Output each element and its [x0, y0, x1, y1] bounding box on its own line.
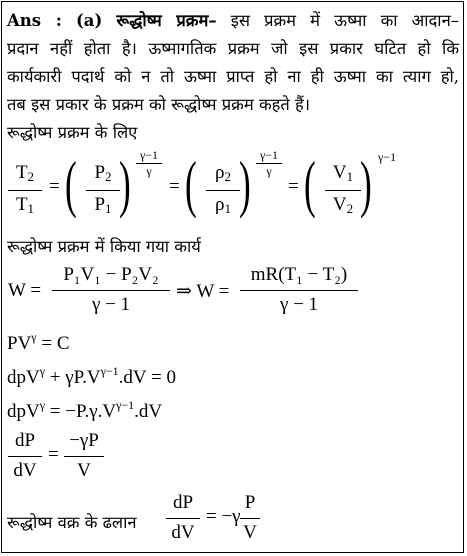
implies-w: ⇒ W = [176, 281, 230, 302]
work-w: W = [8, 280, 42, 301]
v2: V [332, 194, 347, 215]
rho2: ρ [215, 162, 225, 183]
exponent-1-num: γ−1 [139, 148, 159, 162]
term-title: रूद्धोष्म प्रक्रम– [116, 11, 217, 30]
work-denominator-1: γ − 1 [91, 294, 131, 315]
v1: V [332, 162, 347, 183]
work-numerator-2: mR(T₁ − T₂) [250, 264, 348, 285]
exponent-3: γ−1 [378, 150, 397, 164]
slope-rhs-prefix: = −γ [206, 506, 241, 527]
paragraph-line-3: कार्यकारी पदार्थ को न तो ऊष्मा प्राप्त हो ना ही ऊष्मा का त्याग हो, [7, 67, 459, 86]
equation-temperature-pressure: $T_2$ $T_1$ = ( $P_2$ $P_1$ ) γ−1 γ = ( $\rho_2$ $\rho_1$ ) γ−1 γ = ( $V_1$ $V_2$ ) γ−1 [0, 148, 467, 234]
derivation-line-3: $dpV^\gamma = -P.\gamma.V^{\gamma-1}.dV$ [7, 398, 163, 422]
p2: P [94, 162, 106, 183]
slope-num: dP [172, 492, 194, 513]
ans-label: Ans : [7, 11, 62, 30]
slope-label: रूद्धोष्म वक्र के ढलान [7, 513, 137, 532]
exponent-2-num: γ−1 [259, 148, 279, 162]
work-numerator-1: P₁V₁ − P₂V₂ [63, 264, 159, 285]
derivation-line-2: $dpV^\gamma + \gamma P.V^{\gamma-1}.dV = 0$ [7, 364, 177, 388]
slope-line [0, 490, 467, 550]
slope-rhs-num: P [244, 492, 256, 513]
paragraph-line-2: प्रदान नहीं होता है। ऊष्मागतिक प्रक्रम जो इस प्रकार घटित हो कि [7, 39, 459, 58]
paragraph-line-4: तब इस प्रकार के प्रक्रम को रूद्धोष्म प्रक्रम कहते हैं। [7, 95, 311, 114]
work-denominator-2: γ − 1 [279, 294, 319, 315]
exponent-2-den: γ [266, 164, 272, 178]
t1: T [15, 194, 28, 215]
paragraph-line-1: इस प्रक्रम में ऊष्मा का आदान– [230, 11, 459, 30]
section-heading-work: रूद्धोष्म प्रक्रम में किया गया कार्य [7, 237, 201, 256]
slope-den: dV [171, 522, 195, 543]
exponent-1-den: γ [146, 164, 152, 178]
answer-line-1 [7, 8, 459, 31]
t2: T [15, 162, 28, 183]
p1: P [94, 194, 106, 215]
rho1: ρ [215, 194, 225, 215]
derivation-fraction: dP dV = −γP V [0, 428, 467, 486]
derivation-line-1: $PV^\gamma = C$ [7, 330, 70, 354]
slope-rhs-den: V [243, 522, 257, 543]
section-heading-adiabatic: रूद्धोष्म प्रक्रम के लिए [7, 123, 138, 142]
equation-work [0, 262, 467, 322]
part-label: (a) [75, 11, 103, 30]
